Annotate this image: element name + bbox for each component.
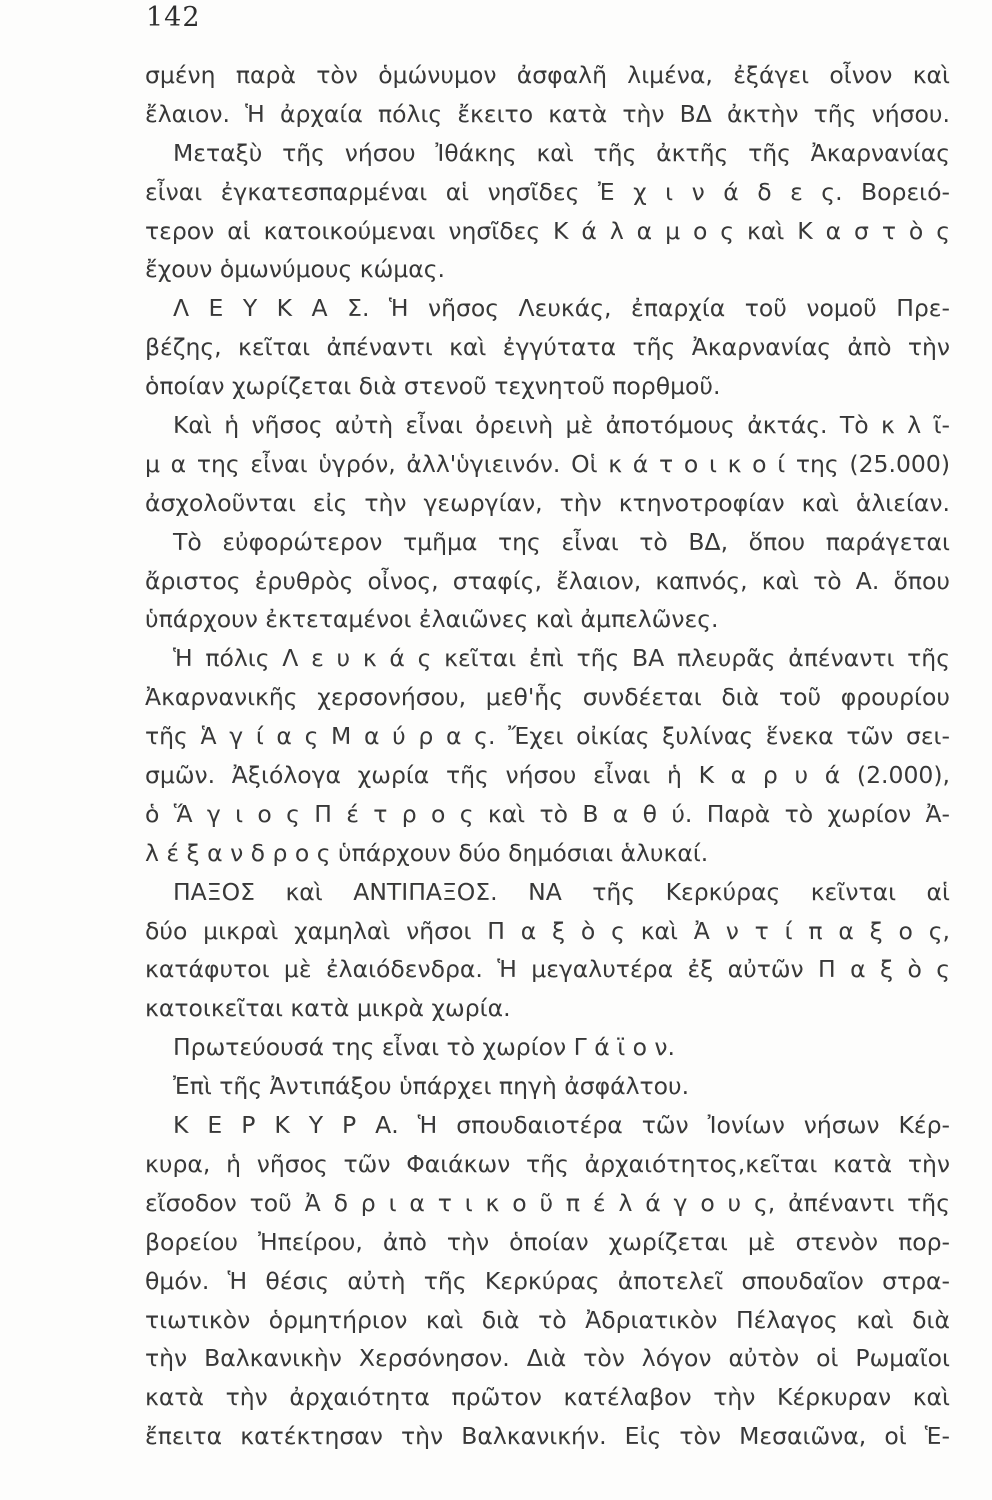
text-line: ἔλαιον. Ἡ ἀρχαία πόλις ἔκειτο κατὰ τὴν ΒΔ ἀκτὴν τῆς νήσου. <box>145 99 950 128</box>
text-line: ὁποίαν χωρίζεται διὰ στενοῦ τεχνητοῦ πορθμοῦ. <box>145 372 721 401</box>
body-text <box>145 56 950 1456</box>
text-line: Ἐπὶ τῆς Ἀντιπάξου ὑπάρχει πηγὴ ἀσφάλτου. <box>173 1072 690 1101</box>
text-line: τερον αἱ κατοικούμεναι νησῖδες Κ ά λ α μ ο ς καὶ Κ α σ τ ὸ ς <box>145 216 950 245</box>
text-line: εἴσοδον τοῦ Ἀ δ ρ ι α τ ι κ ο ῦ π έ λ ά γ ο υ ς, ἀπέναντι τῆς <box>145 1188 950 1217</box>
text-line: Ἡ πόλις Λ ε υ κ ά ς κεῖται ἐπὶ τῆς ΒΑ πλευρᾶς ἀπέναντι τῆς <box>173 644 950 673</box>
text-line: μ α της εἶναι ὑγρόν, ἀλλ'ὑγιεινόν. Οἱ κ ά τ ο ι κ ο ί της (25.000) <box>145 449 950 478</box>
text-line: κατοικεῖται κατὰ μικρὰ χωρία. <box>145 994 511 1023</box>
text-line: κυρα, ἡ νῆσος τῶν Φαιάκων τῆς ἀρχαιότητος,κεῖται κατὰ τὴν <box>145 1149 950 1178</box>
text-line: ἄριστος ἐρυθρὸς οἶνος, σταφίς, ἔλαιον, καπνός, καὶ τὸ Α. ὅπου <box>145 566 950 595</box>
text-line: Μεταξὺ τῆς νήσου Ἰθάκης καὶ τῆς ἀκτῆς τῆς Ἀκαρνανίας <box>173 138 950 167</box>
text-line: Ἀκαρνανικῆς χερσονήσου, μεθ'ἧς συνδέεται διὰ τοῦ φρουρίου <box>145 683 950 712</box>
text-line: ΠΑΞΟΣ καὶ ΑΝΤΙΠΑΞΟΣ. ΝΑ τῆς Κερκύρας κεῖνται αἱ <box>173 877 950 906</box>
text-line: κατὰ τὴν ἀρχαιότητα πρῶτον κατέλαβον τὴν Κέρκυραν καὶ <box>145 1383 950 1412</box>
text-line: κατάφυτοι μὲ ἐλαιόδενδρα. Ἡ μεγαλυτέρα ἐξ αὐτῶν Π α ξ ὸ ς <box>145 955 950 984</box>
text-line: ἔχουν ὁμωνύμους κώμας. <box>145 255 446 284</box>
text-line: Λ Ε Υ Κ Α Σ. Ἡ νῆσος Λευκάς, ἐπαρχία τοῦ νομοῦ Πρε- <box>173 294 950 323</box>
text-line: τιωτικὸν ὁρμητήριον καὶ διὰ τὸ Ἀδριατικὸν Πέλαγος καὶ διὰ <box>145 1305 950 1334</box>
text-line: ἀσχολοῦνται εἰς τὴν γεωργίαν, τὴν κτηνοτροφίαν καὶ ἁλιείαν. <box>145 488 950 517</box>
text-line: εἶναι ἐγκατεσπαρμέναι αἱ νησῖδες Ἐ χ ι ν ά δ ε ς. Βορειό- <box>145 177 950 206</box>
text-line: σμῶν. Ἀξιόλογα χωρία τῆς νήσου εἶναι ἡ Κ α ρ υ ά (2.000), <box>145 761 950 790</box>
text-line: θμόν. Ἡ θέσις αὐτὴ τῆς Κερκύρας ἀποτελεῖ σπουδαῖον στρα- <box>145 1266 950 1295</box>
text-line: βέζης, κεῖται ἀπέναντι καὶ ἐγγύτατα τῆς Ἀκαρνανίας ἀπὸ τὴν <box>145 333 950 362</box>
text-line: ὁ Ἅ γ ι ο ς Π έ τ ρ ο ς καὶ τὸ Β α θ ύ. Παρὰ τὸ χωρίον Ἀ- <box>145 799 950 828</box>
text-line: ὑπάρχουν ἐκτεταμένοι ἐλαιῶνες καὶ ἀμπελῶνες. <box>145 605 719 634</box>
text-line: τῆς Ἁ γ ί α ς Μ α ύ ρ α ς. Ἔχει οἰκίας ξυλίνας ἕνεκα τῶν σει- <box>145 722 950 751</box>
text-line: δύο μικραὶ χαμηλαὶ νῆσοι Π α ξ ὸ ς καὶ Ἀ ν τ ί π α ξ ο ς, <box>145 916 950 945</box>
text-line: Πρωτεύουσά της εἶναι τὸ χωρίον Γ ά ϊ ο ν. <box>173 1033 676 1062</box>
text-line: τὴν Βαλκανικὴν Χερσόνησον. Διὰ τὸν λόγον αὐτὸν οἱ Ρωμαῖοι <box>145 1344 950 1373</box>
page-number: 142 <box>146 2 201 33</box>
text-line: λ έ ξ α ν δ ρ ο ς ὑπάρχουν δύο δημόσιαι ἁλυκαί. <box>145 838 709 867</box>
text-line: Καὶ ἡ νῆσος αὐτὴ εἶναι ὀρεινὴ μὲ ἀποτόμους ἀκτάς. Τὸ κ λ ῖ- <box>173 411 950 440</box>
text-line: Τὸ εὐφορώτερον τμῆμα της εἶναι τὸ ΒΔ, ὅπου παράγεται <box>173 527 950 556</box>
text-line: σμένη παρὰ τὸν ὁμώνυμον ἀσφαλῆ λιμένα, ἐξάγει οἶνον καὶ <box>145 61 950 89</box>
text-line: Κ Ε Ρ Κ Υ Ρ Α. Ἡ σπουδαιοτέρα τῶν Ἰονίων νήσων Κέρ- <box>173 1111 950 1140</box>
text-line: βορείου Ἠπείρου, ἀπὸ τὴν ὁποίαν χωρίζεται μὲ στενὸν πορ- <box>145 1227 950 1256</box>
text-line: ἔπειτα κατέκτησαν τὴν Βαλκανικήν. Εἰς τὸν Μεσαιῶνα, οἱ Ἑ- <box>145 1422 950 1451</box>
